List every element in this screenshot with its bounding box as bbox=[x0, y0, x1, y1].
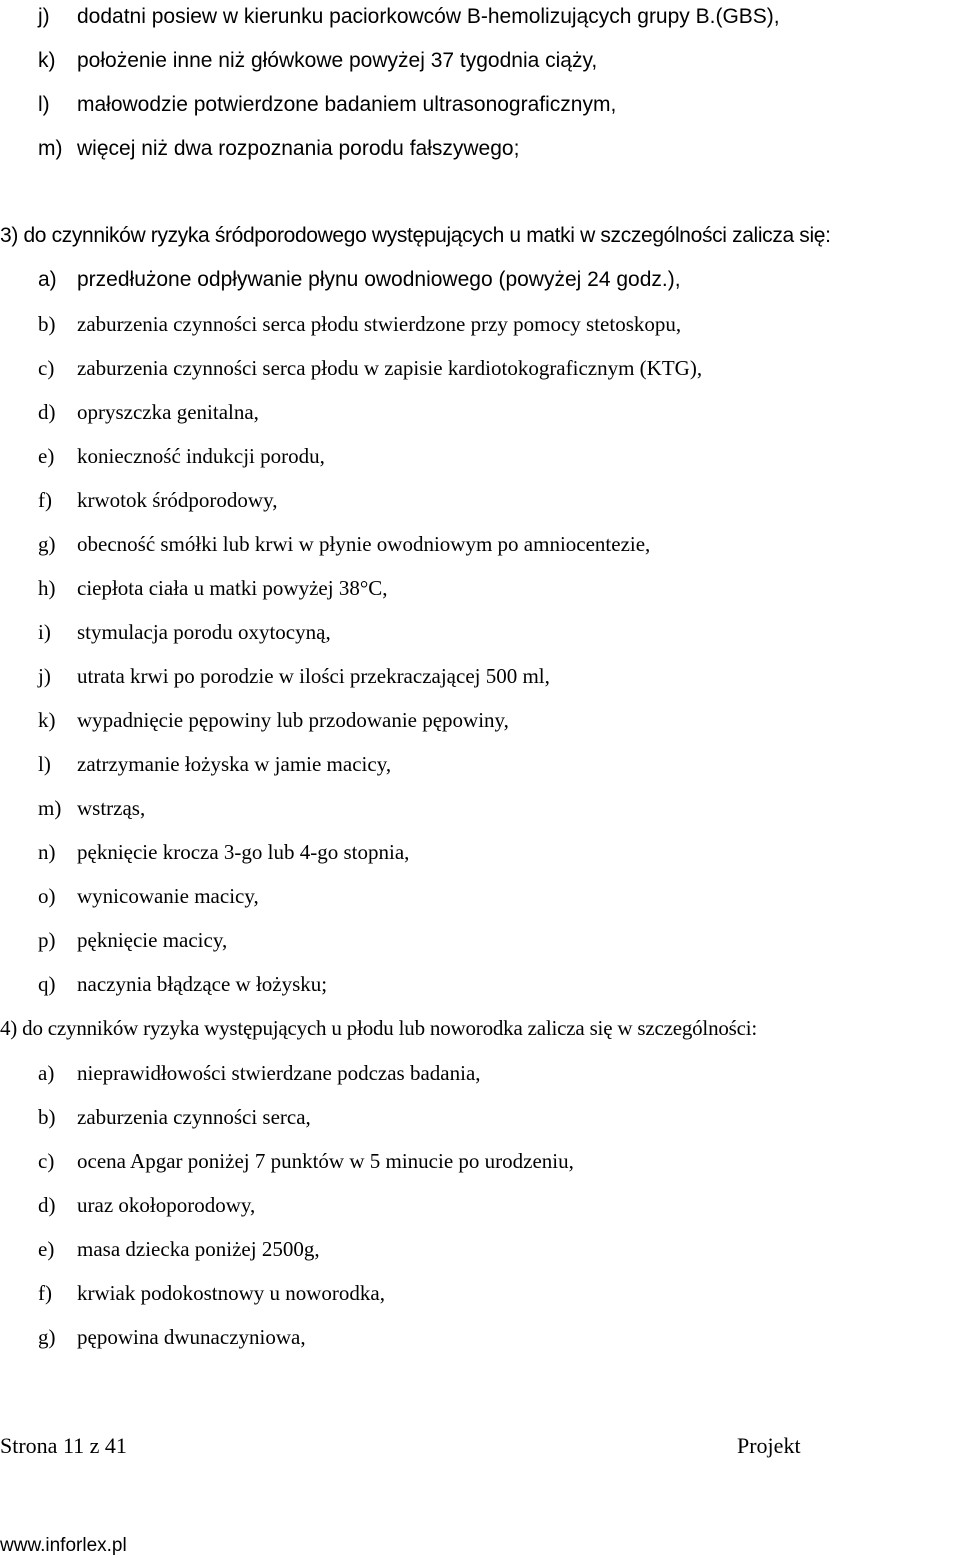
item-label: n) bbox=[38, 840, 56, 864]
item-label: i) bbox=[38, 620, 51, 644]
item-label: b) bbox=[38, 1105, 56, 1129]
item-label: e) bbox=[38, 444, 55, 468]
item-text: pępowina dwunaczyniowa, bbox=[77, 1325, 306, 1349]
item-label: h) bbox=[38, 576, 56, 600]
item-label: l) bbox=[38, 93, 50, 116]
item-text: zaburzenia czynności serca płodu stwierdzone przy pomocy stetoskopu, bbox=[77, 312, 682, 336]
item-text: zaburzenia czynności serca, bbox=[77, 1105, 311, 1129]
website-link[interactable]: www.inforlex.pl bbox=[0, 1535, 127, 1556]
item-text: obecność smółki lub krwi w płynie owodniowym po amniocentezie, bbox=[77, 532, 651, 556]
item-text: małowodzie potwierdzone badaniem ultrasonograficznym, bbox=[77, 93, 617, 116]
item-text: wstrząs, bbox=[77, 796, 146, 820]
item-label: m) bbox=[38, 796, 62, 820]
item-text: więcej niż dwa rozpoznania porodu fałszywego; bbox=[77, 137, 520, 160]
item-text: nieprawidłowości stwierdzane podczas badania, bbox=[77, 1061, 481, 1085]
item-text: zaburzenia czynności serca płodu w zapisie kardiotokograficznym (KTG), bbox=[77, 356, 703, 380]
item-label: q) bbox=[38, 972, 56, 996]
item-label: g) bbox=[38, 532, 56, 556]
item-label: d) bbox=[38, 1193, 56, 1217]
item-text: masa dziecka poniżej 2500g, bbox=[77, 1237, 320, 1261]
item-text: wypadnięcie pępowiny lub przodowanie pępowiny, bbox=[77, 708, 509, 732]
item-text: uraz okołoporodowy, bbox=[77, 1193, 256, 1217]
item-text: położenie inne niż główkowe powyżej 37 tygodnia ciąży, bbox=[77, 49, 598, 72]
item-label: a) bbox=[38, 268, 57, 291]
item-text: wynicowanie macicy, bbox=[77, 884, 259, 908]
item-label: j) bbox=[38, 5, 50, 28]
item-text: zatrzymanie łożyska w jamie macicy, bbox=[77, 752, 392, 776]
item-label: p) bbox=[38, 928, 56, 952]
page-number: Strona 11 z 41 bbox=[0, 1433, 127, 1458]
item-label: b) bbox=[38, 312, 56, 336]
document-status: Projekt bbox=[737, 1433, 801, 1458]
item-text: przedłużone odpływanie płynu owodniowego (powyżej 24 godz.), bbox=[77, 268, 681, 291]
item-label: k) bbox=[38, 708, 56, 732]
item-label: o) bbox=[38, 884, 56, 908]
item-label: f) bbox=[38, 488, 52, 512]
item-label: d) bbox=[38, 400, 56, 424]
item-text: konieczność indukcji porodu, bbox=[77, 444, 325, 468]
item-text: pęknięcie macicy, bbox=[77, 928, 228, 952]
item-text: ocena Apgar poniżej 7 punktów w 5 minucie po urodzeniu, bbox=[77, 1149, 574, 1173]
item-text: utrata krwi po porodzie w ilości przekraczającej 500 ml, bbox=[77, 664, 550, 688]
item-label: e) bbox=[38, 1237, 55, 1261]
section-heading: 4) do czynników ryzyka występujących u płodu lub noworodka zalicza się w szczególności: bbox=[0, 1016, 758, 1040]
item-label: m) bbox=[38, 137, 63, 160]
item-text: krwotok śródporodowy, bbox=[77, 488, 278, 512]
item-text: dodatni posiew w kierunku paciorkowców B-hemolizujących grupy B.(GBS), bbox=[77, 5, 780, 28]
item-label: c) bbox=[38, 356, 55, 380]
item-text: ciepłota ciała u matki powyżej 38°C, bbox=[77, 576, 388, 600]
item-text: naczynia błądzące w łożysku; bbox=[77, 972, 328, 996]
item-label: k) bbox=[38, 49, 56, 72]
item-text: opryszczka genitalna, bbox=[77, 400, 259, 424]
item-text: stymulacja porodu oxytocyną, bbox=[77, 620, 331, 644]
item-label: c) bbox=[38, 1149, 55, 1173]
item-text: krwiak podokostnowy u noworodka, bbox=[77, 1281, 385, 1305]
item-label: g) bbox=[38, 1325, 56, 1349]
item-label: a) bbox=[38, 1061, 55, 1085]
item-label: j) bbox=[38, 664, 51, 688]
item-text: pęknięcie krocza 3-go lub 4-go stopnia, bbox=[77, 840, 410, 864]
item-label: f) bbox=[38, 1281, 52, 1305]
item-label: l) bbox=[38, 752, 51, 776]
section-heading: 3) do czynników ryzyka śródporodowego występujących u matki w szczególności zalicza się: bbox=[0, 224, 831, 247]
